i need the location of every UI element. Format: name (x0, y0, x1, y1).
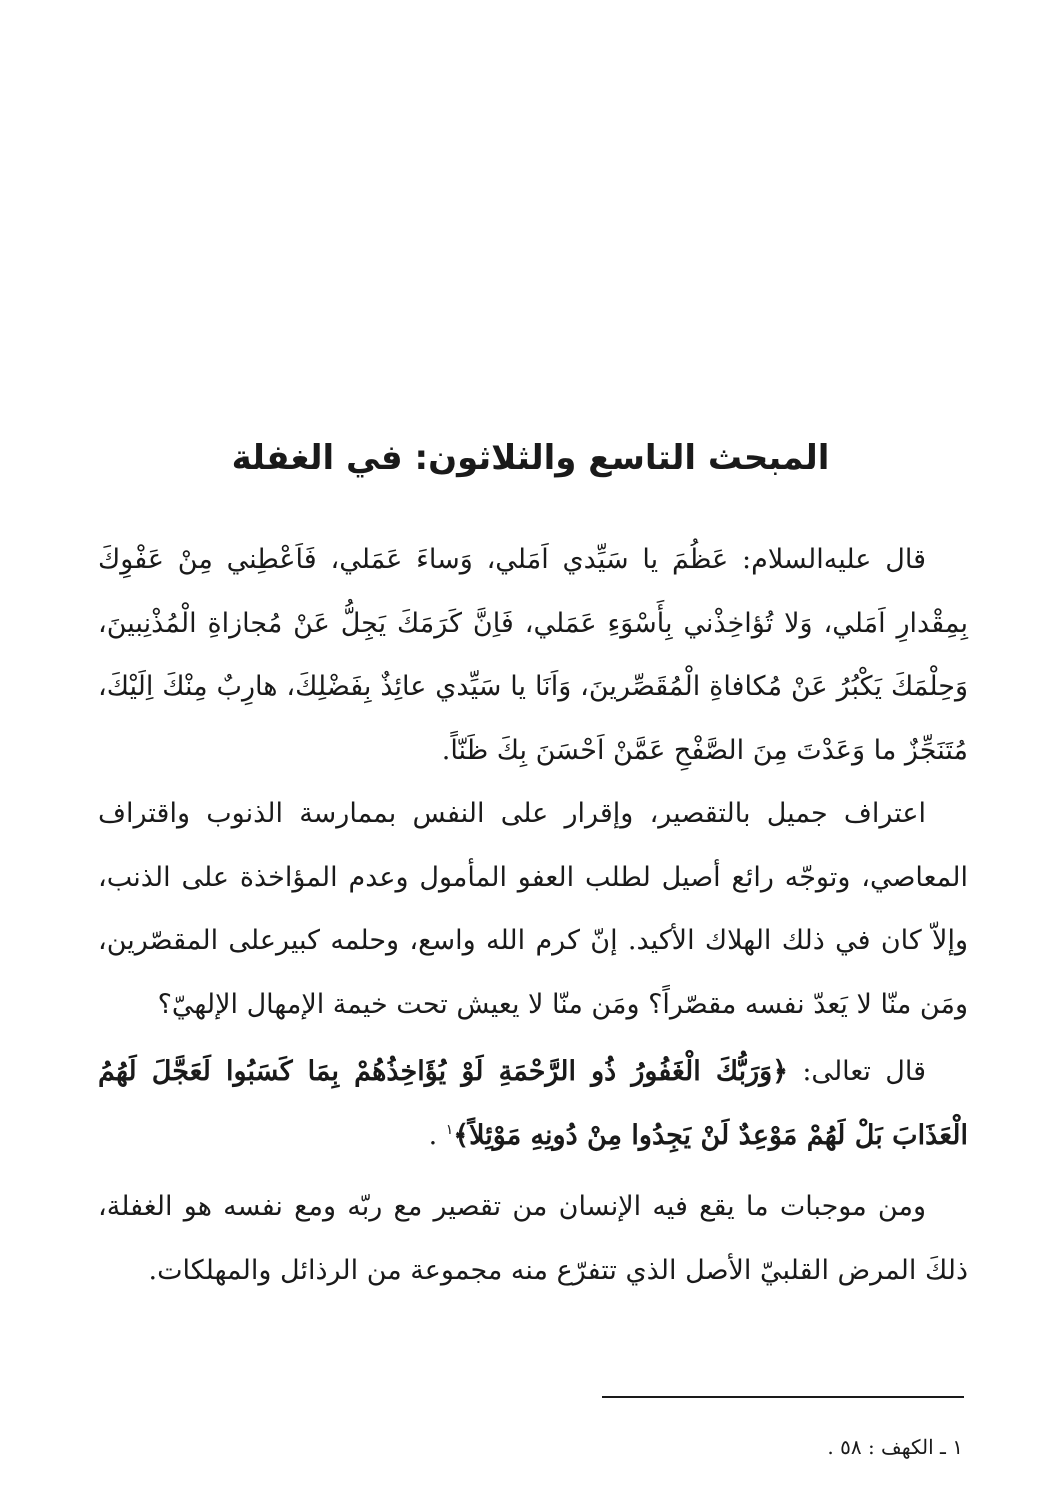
quran-verse-text: ﴿وَرَبُّكَ الْغَفُورُ ذُو الرَّحْمَةِ لَوْ يُؤَاخِذُهُمْ بِمَا كَسَبُوا لَعَجَّلَ لَهُمُ الْعَذَابَ بَلْ لَهُمْ مَوْعِدٌ لَنْ يَجِدُوا مِنْ دُونِهِ مَوْئِلاً﴾ (98, 1056, 968, 1151)
supplication-quote-paragraph: قال عليه‌السلام: عَظُمَ يا سَيِّدي اَمَلي، وَساءَ عَمَلي، فَاَعْطِني مِنْ عَفْوِكَ بِمِقْدارِ اَمَلي، وَلا تُؤاخِذْني بِأَسْوَءِ عَمَلي، فَاِنَّ كَرَمَكَ يَجِلُّ عَنْ مُجازاةِ الْمُذْنِبينَ، وَحِلْمَكَ يَكْبُرُ عَنْ مُكافاةِ الْمُقَصِّرينَ، وَاَنَا يا سَيِّدي عائِذٌ بِفَضْلِكَ، هارِبٌ مِنْكَ اِلَيْكَ، مُتَنَجِّزٌ ما وَعَدْتَ مِنَ الصَّفْحِ عَمَّنْ اَحْسَنَ بِكَ ظَنّاً. (98, 544, 968, 766)
verse-end: . (428, 1119, 446, 1151)
commentary-paragraph: اعتراف جميل بالتقصير، وإقرار على النفس بممارسة الذنوب واقتراف المعاصي، وتوجّه رائع أصيل لطلب العفو المأمول وعدم المؤاخذة على الذنب، وإلاّ كان في ذلك الهلاك الأكيد. إنّ كرم الله واسع، وحلمه كبيرعلى المقصّرين، ومَن منّا لا يَعدّ نفسه مقصّراً؟ ومَن منّا لا يعيش تحت خيمة الإمهال الإلهيّ؟ (98, 798, 968, 1020)
verse-intro: قال تعالى: (788, 1056, 926, 1087)
footnote-text: ١ ـ الكهف : ٥٨ . (827, 1435, 963, 1459)
footnote-divider (602, 1396, 964, 1398)
quran-verse-paragraph (98, 1040, 968, 1167)
closing-paragraph: ومن موجبات ما يقع فيه الإنسان من تقصير مع ربّه ومع نفسه هو الغفلة، ذلكَ المرض القلبيّ الأصل الذي تتفرّع منه مجموعة من الرذائل والمهلكات. (98, 1191, 968, 1286)
chapter-title: المبحث التاسع والثلاثون: في الغفلة (231, 438, 830, 478)
footnote-reference[interactable]: ١ (445, 1121, 454, 1138)
page-body (98, 528, 968, 1302)
